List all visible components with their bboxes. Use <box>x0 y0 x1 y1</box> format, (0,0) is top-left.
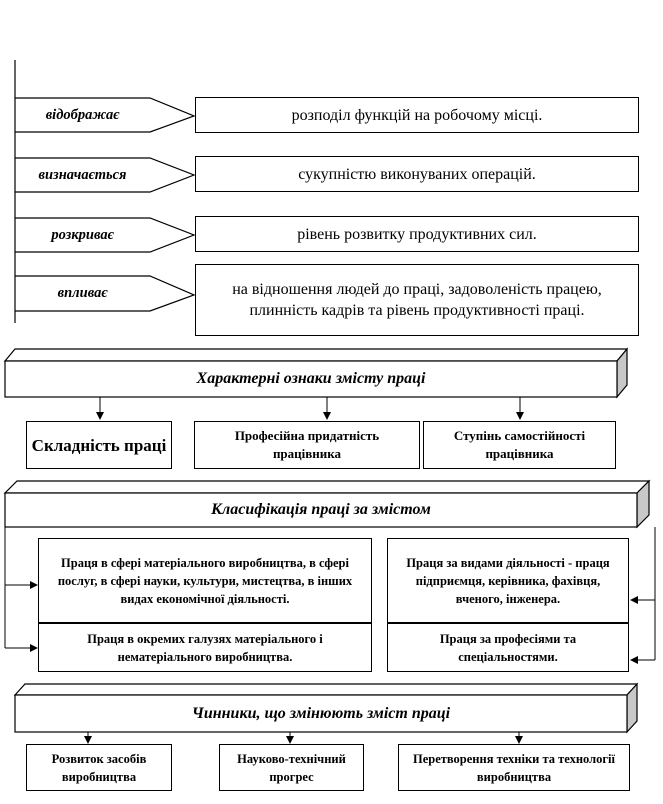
factor-item-1 <box>26 744 172 791</box>
factor-item-2-text: Науково-технічний прогрес <box>237 751 346 784</box>
class-right-1 <box>387 538 629 623</box>
result-box-3 <box>195 216 639 252</box>
factors-title: Чинники, що змінюють зміст праці <box>191 704 451 722</box>
result-text-2: сукупністю виконуваних операцій. <box>298 165 536 183</box>
char-item-1-text: Складність праці <box>31 435 167 455</box>
class-left-2 <box>38 623 372 672</box>
char-item-2-text: Професійна придатність працівника <box>234 428 380 461</box>
class-left-1-text: Праця в сфері матеріального виробництва, в сфері послуг, в сфері науки, культури, мистецтва, в інших видах економічної діяльності. <box>57 555 353 606</box>
class-right-1-text: Праця за видами діяльності - праця підприємця, керівника, фахівця, вченого, інженера. <box>406 555 610 606</box>
char-item-2 <box>194 421 420 469</box>
factor-item-1-text: Розвиток засобів виробництва <box>51 751 147 784</box>
class-right-2 <box>387 623 629 672</box>
class-left-1 <box>38 538 372 623</box>
result-text-3: рівень розвитку продуктивних сил. <box>297 225 537 243</box>
char-item-1 <box>26 421 172 469</box>
class-right-2-text: Праця за професіями та спеціальностями. <box>439 631 577 664</box>
result-box-1 <box>195 97 639 133</box>
factor-item-3 <box>398 744 630 791</box>
verb-2: визначається <box>38 166 127 183</box>
char-item-3 <box>423 421 616 469</box>
result-text-1: розподіл функцій на робочому місці. <box>291 106 543 124</box>
classification-title: Класифікація праці за змістом <box>211 501 431 518</box>
factor-item-3-text: Перетворення техніки та технології виробництва <box>412 751 616 784</box>
result-box-2 <box>195 156 639 192</box>
result-text-4: на відношення людей до праці, задоволеність працею, плинність кадрів та рівень продуктивності праці. <box>232 281 602 319</box>
result-box-4 <box>195 264 639 336</box>
factor-item-2 <box>219 744 364 791</box>
characteristics-title: Характерні ознаки змісту праці <box>196 370 426 387</box>
verb-4: впливає <box>57 284 108 301</box>
verb-1: відображає <box>45 106 120 123</box>
class-left-2-text: Праця в окремих галузях матеріального і нематеріального виробництва. <box>87 631 323 664</box>
verb-3: розкриває <box>51 226 114 243</box>
char-item-3-text: Ступінь самостійності працівника <box>453 428 586 461</box>
